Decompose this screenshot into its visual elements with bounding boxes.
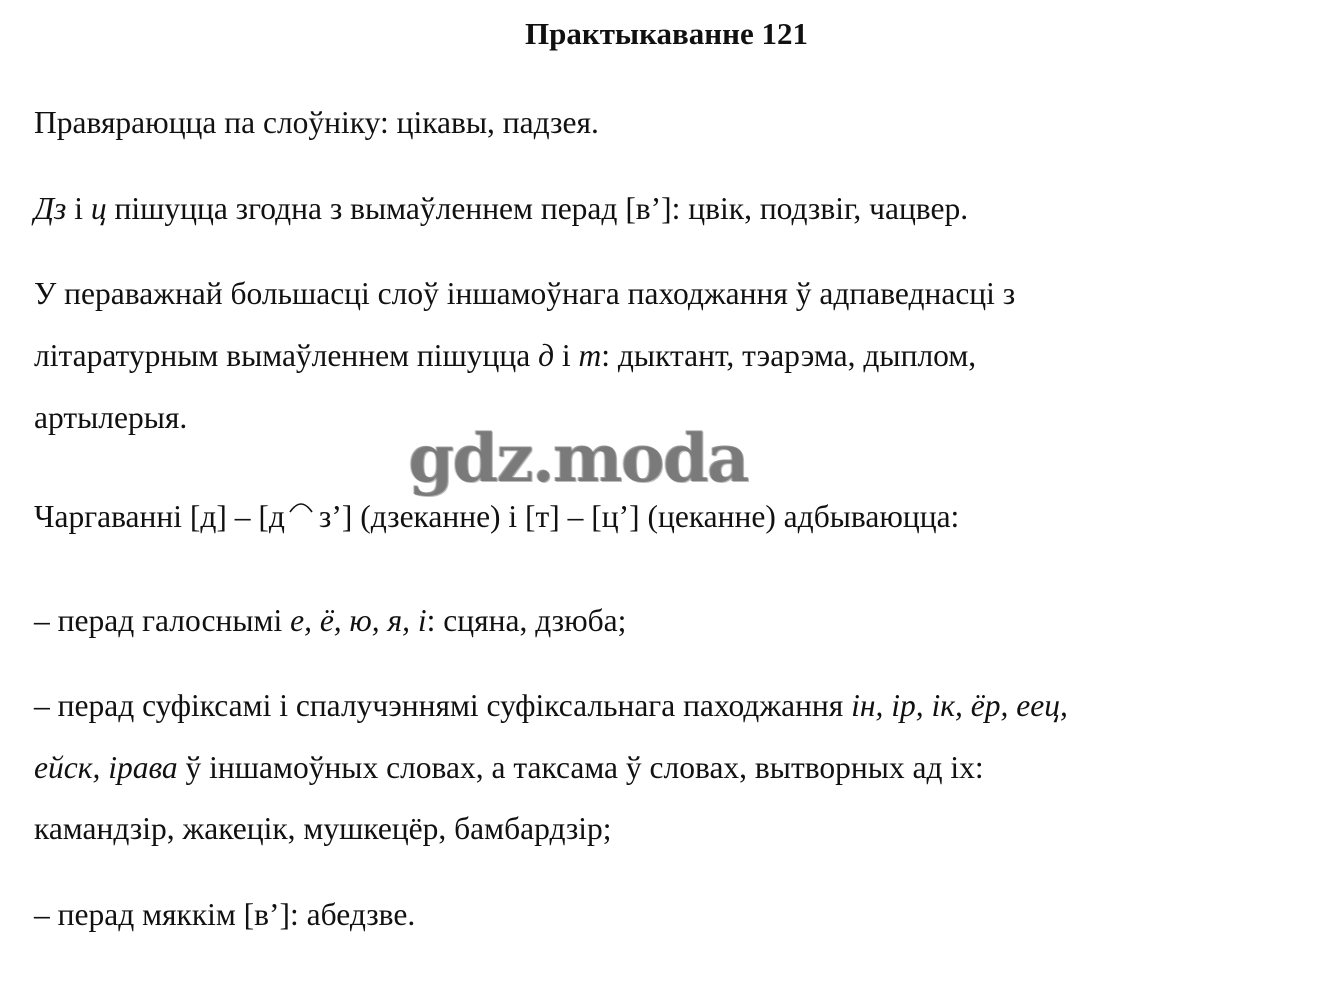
paragraph-foreign-words-line-2 xyxy=(34,334,976,378)
italic-t: т xyxy=(578,338,602,373)
text-part: з’] (дзеканне) і [т] – [ц’] (цеканне) адбываюцца: xyxy=(318,499,960,534)
text-part: : сцяна, дзюба; xyxy=(426,603,627,638)
italic-vowels: е, ё, ю, я, і xyxy=(290,603,427,638)
list-item-suffixes-line-3: камандзір, жакецік, мушкецёр, бамбардзір; xyxy=(34,811,612,846)
text-part: ў іншамоўных словах, а таксама ў словах, вытворных ад іх: xyxy=(177,750,984,785)
text-part: : дыктант, тэарэма, дыплом, xyxy=(601,338,977,373)
italic-suffixes: ін, ір, ік, ёр, еец, xyxy=(851,688,1068,723)
paragraph-dictionary-check: Правяраюцца па слоўніку: цікавы, падзея. xyxy=(34,105,599,140)
list-item-suffixes-line-1 xyxy=(34,684,1068,728)
paragraph-foreign-words-line-3: артылерыя. xyxy=(34,400,188,435)
paragraph-dz-ts xyxy=(34,187,968,231)
text-part: літаратурным вымаўленнем пішуцца xyxy=(34,338,539,373)
text-part: – перад суфіксамі і спалучэннямі суфіксальнага паходжання xyxy=(34,688,852,723)
italic-d: д xyxy=(538,338,555,373)
text-rest: пішуцца згодна з вымаўленнем перад [в’]: цвік, подзвіг, чацвер. xyxy=(106,191,969,226)
watermark-logo: gdz.moda xyxy=(408,419,748,497)
italic-dz: Дз xyxy=(34,191,67,226)
page-title: Практыкаванне 121 xyxy=(524,16,808,51)
text-and: і xyxy=(66,191,91,226)
paragraph-alternations xyxy=(34,495,959,539)
text-part: Чаргаванні [д] – [д xyxy=(34,499,285,534)
italic-suffixes: ейск, ірава xyxy=(34,750,178,785)
list-item-suffixes-line-2 xyxy=(34,746,984,790)
list-item-soft-v: – перад мяккім [в’]: абедзве. xyxy=(34,897,416,932)
text-part: – перад галоснымі xyxy=(34,603,291,638)
affricate-arc-icon xyxy=(289,499,313,513)
paragraph-foreign-words-line-1: У пераважнай большасці слоў іншамоўнага паходжання ў адпаведнасці з xyxy=(34,276,1016,311)
italic-ts: ц xyxy=(90,191,107,226)
list-item-vowels xyxy=(34,599,626,643)
text-and: і xyxy=(554,338,579,373)
